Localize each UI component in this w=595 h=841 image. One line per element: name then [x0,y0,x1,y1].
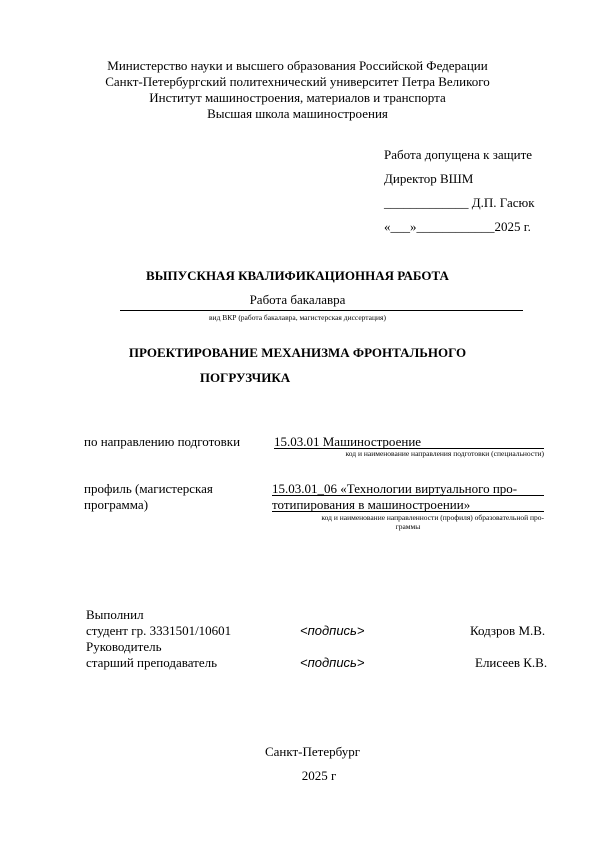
student-name: Кодзров М.В. [470,623,546,638]
supervisor-name: Елисеев К.В. [475,655,548,670]
student-label: студент гр. 3331501/10601 [86,623,232,638]
director-signature-line: _____________ Д.П. Гасюк [384,195,535,210]
profile-value-line-1: 15.03.01_06 «Технологии виртуального про- [272,481,518,496]
profile-underline-1 [272,495,544,496]
city: Санкт-Петербург [264,744,361,759]
supervisor-signature: <подпись> [300,655,365,670]
work-kind-underline [120,310,523,311]
school-line: Высшая школа машиностроения [207,106,388,121]
ministry-line: Министерство науки и высшего образования Российской Федерации [107,58,488,73]
direction-value: 15.03.01 Машиностроение [274,434,422,449]
performed-label: Выполнил [86,607,144,622]
university-line: Санкт-Петербургский политехнический университет Петра Великого [105,74,490,89]
profile-caption-line-2: граммы [395,522,421,531]
direction-label: по направлению подготовки [84,434,241,449]
profile-value-line-2: тотипирования в машиностроении» [272,497,471,512]
approval-line: Работа допущена к защите [384,147,533,162]
student-signature: <подпись> [300,623,365,638]
direction-caption: код и наименование направления подготовки (специальности) [345,449,544,458]
approval-date-line: «___»____________2025 г. [384,219,531,234]
year: 2025 г [301,768,337,783]
topic-line-1: ПРОЕКТИРОВАНИЕ МЕХАНИЗМА ФРОНТАЛЬНОГО [128,345,467,360]
profile-caption-line-1: код и наименование направленности (профиля) образовательной про- [321,513,544,522]
profile-underline-2 [272,511,544,512]
topic-line-2: ПОГРУЗЧИКА [199,370,291,385]
work-kind: Работа бакалавра [249,292,346,307]
supervisor-position: старший преподаватель [86,655,218,670]
supervisor-label: Руководитель [86,639,162,654]
profile-label-line-1: профиль (магистерская [84,481,213,496]
profile-label-line-2: программа) [84,497,149,512]
director-line: Директор ВШМ [384,171,474,186]
institute-line: Институт машиностроения, материалов и транспорта [149,90,446,105]
work-type-title: ВЫПУСКНАЯ КВАЛИФИКАЦИОННАЯ РАБОТА [146,268,449,283]
work-kind-caption: вид ВКР (работа бакалавра, магистерская диссертация) [209,313,386,322]
